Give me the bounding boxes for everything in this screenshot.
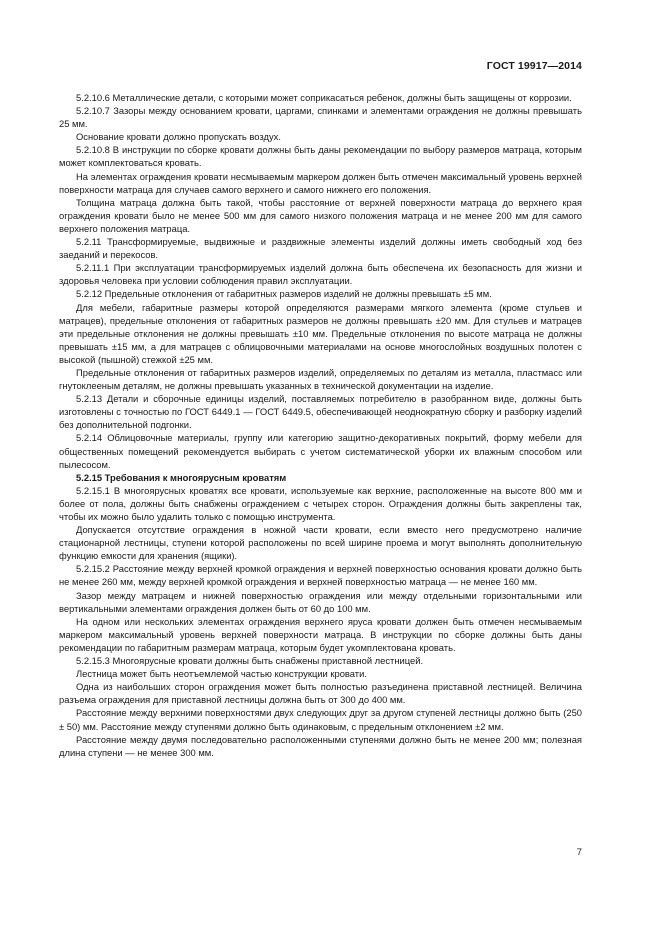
paragraph: Лестница может быть неотъемлемой частью конструкции кровати. bbox=[76, 668, 367, 680]
paragraph: 5.2.10.6 Металлические детали, с которыми может соприкасаться ребенок, должны быть защищены от коррозии. bbox=[76, 92, 572, 103]
paragraph: 5.2.15.1 В многоярусных кроватях все кровати, используемые как верхние, расположенные на высоте 800 мм и более от пола, должны быть снабжены ограждением с четырех сторон. Ограждения должны быть закреплены так, чтобы их можно было удалить только с помощью инструмента. bbox=[59, 484, 582, 522]
paragraph: Допускается отсутствие ограждения в ножной части кровати, если вместо него предусмотрено наличие стационарной лестницы, ступени которой расположены по всей ширине проема и могут выполнять дополнительную функцию емкости для хранения (ящики). bbox=[59, 524, 582, 562]
paragraph: 5.2.11.1 При эксплуатации трансформируемых изделий должна быть обеспечена их безопасность для жизни и здоровья человека при условии соблюдения правил эксплуатации. bbox=[59, 262, 582, 287]
paragraph: Расстояние между двумя последовательно расположенными ступенями должно быть не менее 200 мм; полезная длина ступени — не менее 300 мм. bbox=[59, 733, 582, 758]
paragraph: Толщина матраца должна быть такой, чтобы расстояние от верхней поверхности матраца до верхнего края ограждения кровати было не менее 500 мм для самого низкого положения матраца и не менее 200 мм для самого верхнего положения матраца. bbox=[59, 196, 582, 234]
paragraph: 5.2.15.3 Многоярусные кровати должны быть снабжены приставной лестницей. bbox=[76, 655, 424, 667]
paragraph: Основание кровати должно пропускать воздух. bbox=[76, 131, 281, 143]
paragraph: Расстояние между верхними поверхностями двух следующих друг за другом ступеней лестницы должно быть (250 ± 50) мм. Расстояние между ступенями должно быть одинаковым, с предельным отклонением ±2 мм. bbox=[59, 707, 582, 732]
paragraph: Предельные отклонения от габаритных размеров изделий, определяемых по деталям из металла, пластмасс или гнутоклееным деталям, не должны превышать указанных в технической документации на изделие. bbox=[59, 366, 582, 392]
paragraph: На элементах ограждения кровати несмываемым маркером должен быть отмечен максимальный уровень верхней поверхности матраца для случаев самого верхнего и самого нижнего его положения. bbox=[59, 170, 582, 195]
document-body bbox=[59, 91, 582, 759]
paragraph: 5.2.14 Облицовочные материалы, группу или категорию защитно-декоративных покрытий, форму мебели для общественных помещений рекомендуется выбирать с учетом систематической уборки их влажным способом или пылесосом. bbox=[59, 432, 582, 470]
paragraph: 5.2.11 Трансформируемые, выдвижные и раздвижные элементы изделий должны иметь свободный ход без заеданий и перекосов. bbox=[59, 236, 582, 261]
paragraph: 5.2.10.8 В инструкции по сборке кровати должны быть даны рекомендации по выбору размеров матраца, которым может комплектоваться кровать. bbox=[59, 144, 582, 169]
paragraph: 5.2.15.2 Расстояние между верхней кромкой ограждения и верхней поверхностью основания кровати должно быть не менее 260 мм, между верхней кромкой ограждения и верхней поверхностью матраца — не менее 160 мм. bbox=[59, 563, 582, 588]
paragraph: 5.2.12 Предельные отклонения от габаритных размеров изделий не должны превышать ±5 мм. bbox=[76, 288, 492, 300]
paragraph: Зазор между матрацем и нижней поверхностью ограждения или между отдельными горизонтальными или вертикальными элементами ограждения должен быть от 60 до 100 мм. bbox=[59, 589, 582, 614]
paragraph: На одном или нескольких элементах ограждения верхнего яруса кровати должен быть отмечен несмываемым маркером максимальный уровень верхней поверхности матраца. В инструкции по сборке должны быть даны рекомендации по габаритным размерам матраца, которым будет укомплектована кровать. bbox=[59, 615, 582, 653]
paragraph: 5.2.10.7 Зазоры между основанием кровати, царгами, спинками и элементами ограждения не должны превышать 25 мм. bbox=[59, 105, 582, 130]
document-header: ГОСТ 19917—2014 bbox=[486, 60, 582, 72]
page-number: 7 bbox=[576, 846, 582, 857]
paragraph: 5.2.13 Детали и сборочные единицы изделий, поставляемых потребителю в разобранном виде, должны быть изготовлены с точностью по ГОСТ 6449.1 — ГОСТ 6449.5, обеспечивающей неоднократную сборку и разборку изделий без дополнительной подгонки. bbox=[59, 393, 582, 431]
paragraph: Для мебели, габаритные размеры которой определяются размерами мягкого элемента (кроме стульев и матрацев), предельные отклонения от габаритных размеров не должны превышать ±20 мм. Для стульев и матрацев эти предельные отклонения не должны превышать ±10 мм. Предельные отклонения по высоте матраца не должны превышать ±15 мм, а для матрацев с облицовочными материалами на основе многослойных воздушных полотен с высокой (пышной) стежкой ±25 мм. bbox=[59, 301, 582, 365]
paragraph: Одна из наибольших сторон ограждения может быть полностью разъединена приставной лестницей. Величина разъема ограждения для приставной лестницы должна быть от 300 до 400 мм. bbox=[59, 681, 582, 706]
section-heading: 5.2.15 Требования к многоярусным кроватям bbox=[76, 471, 287, 483]
